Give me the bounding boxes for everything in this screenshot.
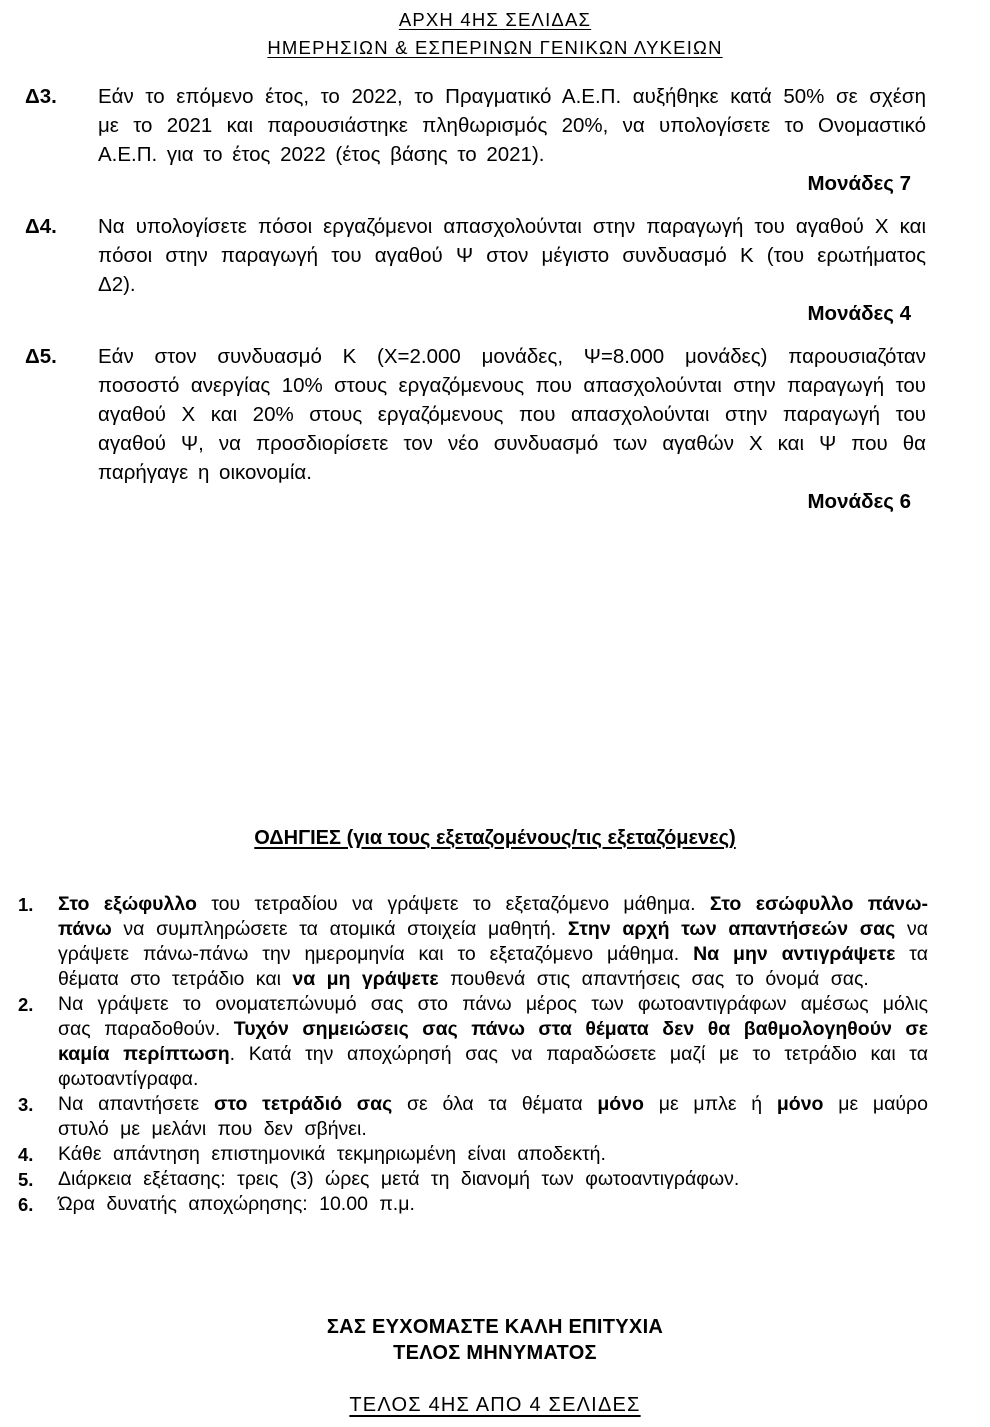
page-header-line1: ΑΡΧΗ 4ΗΣ ΣΕΛΙΔΑΣ	[398, 9, 592, 30]
instruction-item-1	[0, 892, 990, 992]
text-segment: Κάθε απάντηση επιστημονικά τεκμηριωμένη είναι αποδεκτή.	[58, 1143, 606, 1165]
instruction-text	[58, 892, 928, 992]
text-segment: να γράψετε πάνω-πάνω την ημερομηνία και το εξεταζόμενο μάθημα.	[58, 918, 928, 965]
question-points: Μονάδες 7	[807, 172, 911, 195]
text-segment: Στο εσώφυλλο πάνω-πάνω	[58, 893, 928, 940]
page-header-line2: ΗΜΕΡΗΣΙΩΝ & ΕΣΠΕΡΙΝΩΝ ΓΕΝΙΚΩΝ ΛΥΚΕΙΩΝ	[267, 37, 723, 58]
question-text: Εάν το επόμενο έτος, το 2022, το Πραγματικό Α.Ε.Π. αυξήθηκε κατά 50% σε σχέση με το 2021 και παρουσιάστηκε πληθωρισμός 20%, να υπολογίσετε το Ονομαστικό Α.Ε.Π. για το έτος 2022 (έτος βάσης το 2021).	[98, 85, 926, 166]
instruction-text	[58, 1167, 928, 1192]
question-label: Δ4.	[25, 215, 57, 238]
text-segment: Να γράψετε το ονοματεπώνυμό σας στο πάνω μέρος των φωτοαντιγράφων αμέσως μόλις σας παραδοθούν.	[58, 993, 928, 1040]
question-text: Να υπολογίσετε πόσοι εργαζόμενοι απασχολούνται στην παραγωγή του αγαθού Χ και πόσοι στην παραγωγή του αγαθού Ψ στον μέγιστο συνδυασμό Κ (του ερωτήματος Δ2).	[98, 215, 926, 296]
instruction-item-4	[0, 1142, 990, 1167]
text-segment: με μαύρο στυλό με μελάνι που δεν σβήνει.	[58, 1093, 928, 1140]
text-segment: Στο εξώφυλλο	[58, 893, 197, 915]
footer-wish-line: ΣΑΣ ΕΥΧΟΜΑΣΤΕ ΚΑΛΗ ΕΠΙΤΥΧΙΑ	[326, 1316, 664, 1338]
instruction-text	[58, 1092, 928, 1142]
text-segment: μόνο	[776, 1093, 824, 1115]
text-segment: . Κατά την αποχώρησή σας να παραδώσετε μαζί με το τετράδιο και τα φωτοαντίγραφα.	[58, 1043, 928, 1090]
question-text: Εάν στον συνδυασμό Κ (Χ=2.000 μονάδες, Ψ=8.000 μονάδες) παρουσιαζόταν ποσοστό ανεργίας 10% στους εργαζόμενους που απασχολούνται στην παραγωγή του αγαθού Χ και 20% στους εργαζόμενους που απασχολούνται στην παραγωγή του αγαθού Ψ, να προσδιορίσετε τον νέο συνδυασμό των αγαθών Χ και Ψ που θα παρήγαγε η οικονομία.	[98, 345, 926, 484]
question-d4	[0, 212, 990, 328]
text-segment: μόνο	[597, 1093, 644, 1115]
instruction-number: 3.	[18, 1094, 34, 1115]
instruction-text	[58, 1142, 928, 1167]
footer-end-page-line: ΤΕΛΟΣ 4ΗΣ ΑΠΟ 4 ΣΕΛΙΔΕΣ	[349, 1394, 641, 1416]
question-points: Μονάδες 6	[807, 490, 911, 513]
instruction-item-5	[0, 1167, 990, 1192]
question-points: Μονάδες 4	[807, 302, 911, 325]
text-segment: του τετραδίου να γράψετε το εξεταζόμενο μάθημα.	[196, 893, 710, 915]
text-segment: τα θέματα στο τετράδιο και	[58, 943, 928, 990]
instruction-item-3	[0, 1092, 990, 1142]
text-segment: σε όλα τα θέματα	[392, 1093, 598, 1115]
instruction-number: 2.	[18, 994, 34, 1015]
text-segment: να συμπληρώσετε τα ατομικά στοιχεία μαθητή.	[111, 918, 568, 940]
text-segment: Διάρκεια εξέτασης: τρεις (3) ώρες μετά τη διανομή των φωτοαντιγράφων.	[58, 1168, 740, 1190]
question-d5	[0, 342, 990, 516]
footer-wish-block	[0, 1314, 990, 1366]
instruction-number: 4.	[18, 1144, 34, 1165]
instruction-number: 1.	[18, 894, 34, 915]
question-label: Δ5.	[25, 345, 57, 368]
instructions-heading: ΟΔΗΓΙΕΣ (για τους εξεταζομένους/τις εξεταζόμενες)	[254, 827, 736, 849]
text-segment: πουθενά στις απαντήσεις σας το όνομά σας.	[438, 968, 869, 990]
instructions-section	[0, 826, 990, 1217]
footer-end-message-line: ΤΕΛΟΣ ΜΗΝΥΜΑΤΟΣ	[393, 1342, 597, 1364]
text-segment: να μη γράψετε	[292, 968, 439, 990]
instruction-text	[58, 1192, 928, 1217]
instruction-item-2	[0, 992, 990, 1092]
questions-section	[0, 82, 990, 530]
question-label: Δ3.	[25, 85, 57, 108]
text-segment: με μπλε ή	[643, 1093, 777, 1115]
instruction-number: 5.	[18, 1169, 34, 1190]
text-segment: στο τετράδιό σας	[214, 1093, 393, 1115]
page-header	[0, 6, 990, 62]
text-segment: Να απαντήσετε	[58, 1093, 214, 1115]
question-d3	[0, 82, 990, 198]
instruction-item-6	[0, 1192, 990, 1217]
text-segment: Να μην αντιγράψετε	[693, 943, 896, 965]
text-segment: Ώρα δυνατής αποχώρησης: 10.00 π.μ.	[58, 1193, 415, 1215]
instruction-text	[58, 992, 928, 1092]
text-segment: Τυχόν σημειώσεις σας πάνω στα θέματα δεν θα βαθμολογηθούν σε καμία περίπτωση	[58, 1018, 928, 1065]
instruction-number: 6.	[18, 1194, 34, 1215]
text-segment: Στην αρχή των απαντήσεών σας	[567, 918, 896, 940]
